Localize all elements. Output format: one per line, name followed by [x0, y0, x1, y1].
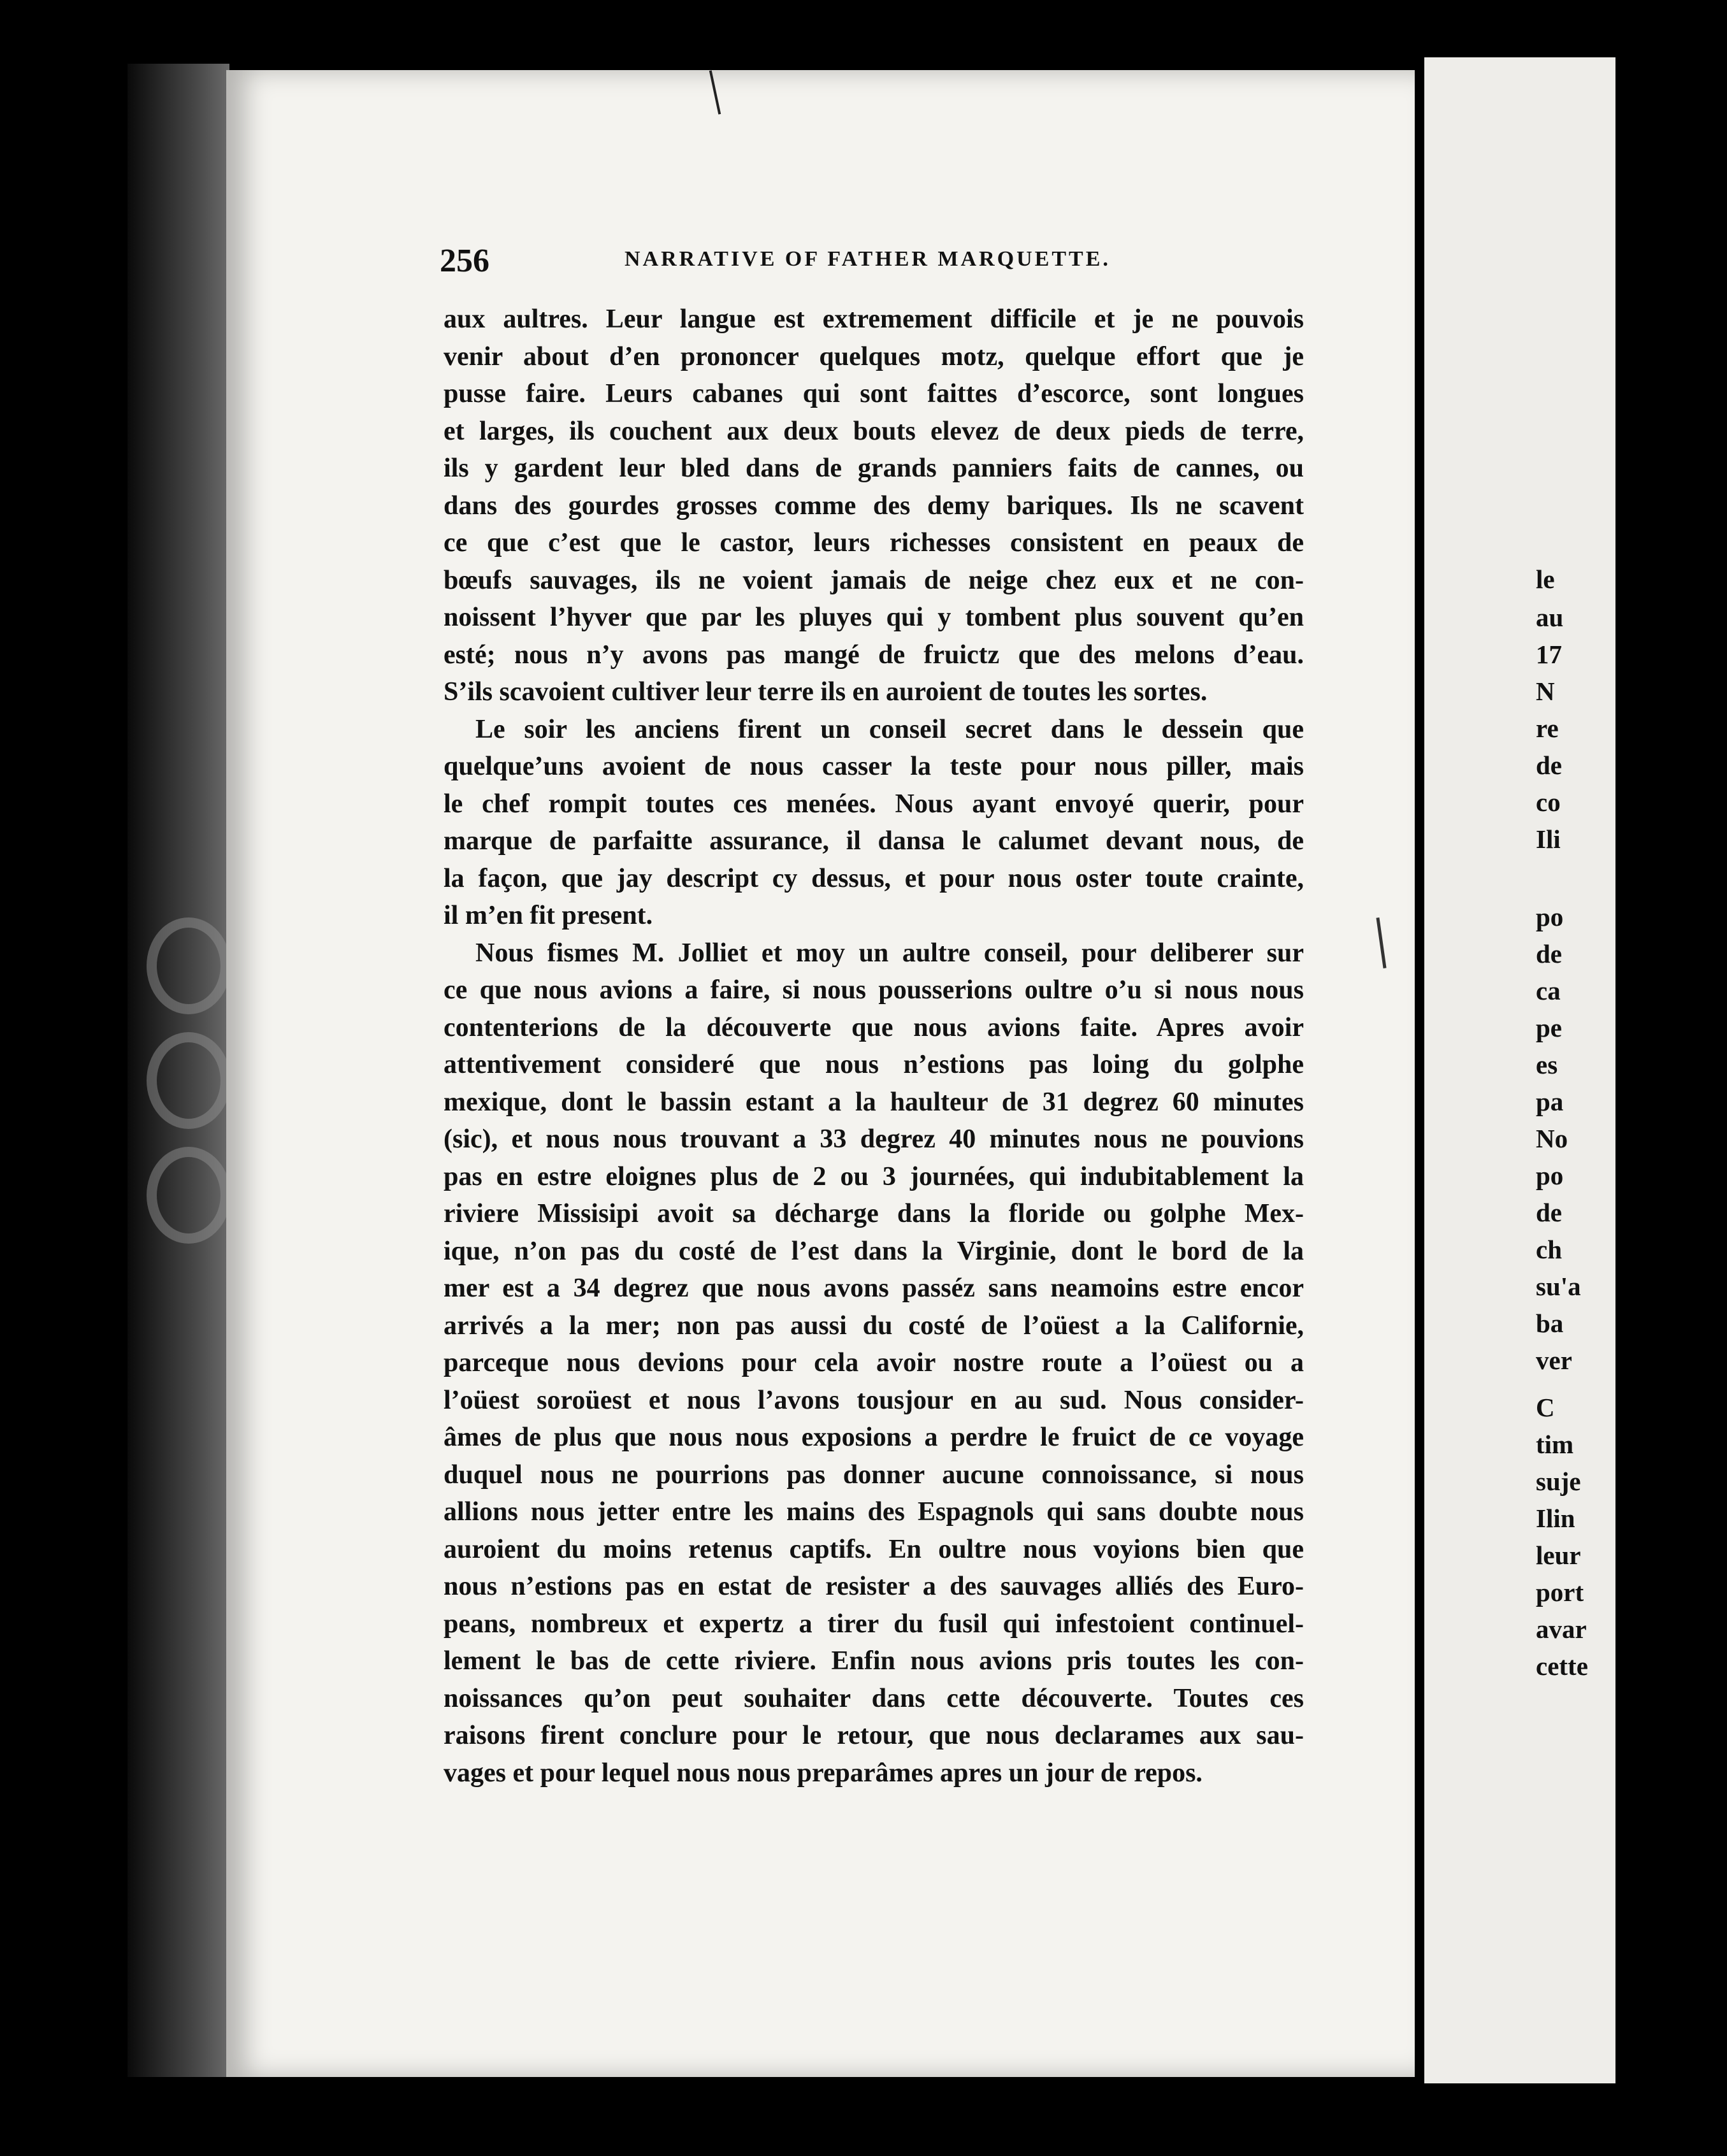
adjacent-page-fragment: suje — [1536, 1467, 1581, 1496]
adjacent-page-fragment: de — [1536, 939, 1562, 968]
adjacent-page-fragment: No — [1536, 1124, 1568, 1153]
header-title: NARRATIVE OF FATHER MARQUETTE. — [625, 247, 1111, 271]
text-line: vages et pour lequel nous nous preparâmes apres un jour de repos. — [444, 1758, 1203, 1788]
adjacent-page-fragment: pe — [1536, 1013, 1562, 1042]
adjacent-page-fragment: de — [1536, 751, 1562, 780]
text-line: ce que nous avions a faire, si nous pousserions oultre o’u si nous nous — [444, 975, 1304, 1005]
text-line: il m’en fit present. — [444, 901, 653, 930]
text-line: mer est a 34 degrez que nous avons passéz sans neamoins estre encor — [444, 1274, 1304, 1303]
adjacent-page-fragment: 17 — [1536, 640, 1562, 669]
text-line: lement le bas de cette riviere. Enfin nous avions pris toutes les con- — [444, 1646, 1304, 1676]
text-line: S’ils scavoient cultiver leur terre ils en auroient de toutes les sortes. — [444, 677, 1208, 707]
adjacent-page-fragment: Ili — [1536, 824, 1561, 854]
text-line: aux aultres. Leur langue est extremement difficile et je ne pouvois — [444, 305, 1304, 334]
text-line: mexique, dont le bassin estant a la haulteur de 31 degrez 60 minutes — [444, 1087, 1304, 1117]
body-text — [444, 301, 1304, 1792]
adjacent-page-fragment: re — [1536, 714, 1559, 743]
text-line: le chef rompit toutes ces menées. Nous ayant envoyé querir, pour — [444, 789, 1304, 819]
adjacent-page-fragment: C — [1536, 1393, 1555, 1422]
text-line: riviere Missisipi avoit sa décharge dans la floride ou golphe Mex- — [444, 1199, 1304, 1228]
text-line: contenterions de la découverte que nous avions faite. Apres avoir — [444, 1012, 1304, 1042]
adjacent-page — [1424, 57, 1615, 2083]
adjacent-page-fragment: tim — [1536, 1430, 1574, 1459]
text-line: ce que c’est que le castor, leurs richesses consistent en peaux de — [444, 528, 1304, 557]
adjacent-page-fragment: pa — [1536, 1087, 1564, 1116]
text-line: auroient du moins retenus captifs. En oultre nous voyions bien que — [444, 1534, 1304, 1564]
text-line: bœufs sauvages, ils ne voient jamais de neige chez eux et ne con- — [444, 565, 1304, 595]
text-line: âmes de plus que nous nous exposions a perdre le fruict de ce voyage — [444, 1423, 1304, 1452]
adjacent-page-fragment: ca — [1536, 976, 1561, 1005]
text-line: la façon, que jay descript cy dessus, et pour nous oster toute crainte, — [444, 863, 1304, 893]
text-line: ique, n’on pas du costé de l’est dans la Virginie, dont le bord de la — [444, 1236, 1304, 1266]
adjacent-page-fragment: ba — [1536, 1309, 1564, 1338]
text-line: marque de parfaitte assurance, il dansa le calumet devant nous, de — [444, 826, 1304, 856]
adjacent-page-fragment: es — [1536, 1050, 1558, 1079]
text-line: (sic), et nous nous trouvant a 33 degrez 40 minutes nous ne pouvions — [444, 1125, 1304, 1154]
edge-mark — [147, 1032, 231, 1129]
adjacent-page-fragment: po — [1536, 902, 1564, 931]
text-line: l’oüest soroüest et nous l’avons tousjour en au sud. Nous consider- — [444, 1385, 1304, 1415]
adjacent-page-fragment: ver — [1536, 1346, 1572, 1375]
text-line: raisons firent conclure pour le retour, que nous declarames aux sau- — [444, 1721, 1304, 1750]
running-head — [440, 242, 1332, 280]
text-line: et larges, ils couchent aux deux bouts elevez de deux pieds de terre, — [444, 416, 1304, 446]
text-line: dans des gourdes grosses comme des demy bariques. Ils ne scavent — [444, 491, 1304, 521]
text-line: Nous fismes M. Jolliet et moy un aultre conseil, pour deliberer sur — [475, 938, 1304, 968]
text-line: attentivement consideré que nous n’estions pas loing du golphe — [444, 1050, 1304, 1079]
text-line: noissances qu’on peut souhaiter dans cette découverte. Toutes ces — [444, 1683, 1304, 1713]
text-line: peans, nombreux et expertz a tirer du fusil qui infestoient continuel- — [444, 1609, 1304, 1639]
adjacent-page-fragment: N — [1536, 677, 1555, 706]
adjacent-page-fragment: ch — [1536, 1235, 1562, 1264]
text-line: quelque’uns avoient de nous casser la teste pour nous piller, mais — [444, 752, 1304, 781]
adjacent-page-fragment: avar — [1536, 1614, 1587, 1644]
adjacent-page-fragment: port — [1536, 1577, 1584, 1607]
page-number: 256 — [440, 243, 489, 279]
adjacent-page-fragment: de — [1536, 1198, 1562, 1227]
adjacent-page-fragment: Ilin — [1536, 1504, 1575, 1533]
adjacent-page-fragment: su'a — [1536, 1272, 1581, 1301]
adjacent-page-fragment: leur — [1536, 1541, 1581, 1570]
adjacent-page-fragment: le — [1536, 564, 1555, 594]
text-line: ils y gardent leur bled dans de grands panniers faits de cannes, ou — [444, 454, 1304, 483]
text-line: venir about d’en prononcer quelques motz, quelque effort que je — [444, 341, 1304, 371]
adjacent-page-fragment: po — [1536, 1161, 1564, 1190]
adjacent-page-fragment: au — [1536, 603, 1564, 632]
text-line: nous n’estions pas en estat de resister a des sauvages alliés des Euro- — [444, 1572, 1304, 1601]
text-line: pusse faire. Leurs cabanes qui sont faittes d’escorce, sont longues — [444, 379, 1304, 408]
text-line: arrivés a la mer; non pas aussi du costé de l’oüest a la Californie, — [444, 1311, 1304, 1340]
text-line: parceque nous devions pour cela avoir nostre route a l’oüest ou a — [444, 1348, 1304, 1377]
text-line: Le soir les anciens firent un conseil secret dans le dessein que — [475, 714, 1304, 744]
text-line: allions nous jetter entre les mains des Espagnols qui sans doubte nous — [444, 1497, 1304, 1527]
text-line: noissent l’hyver que par les pluyes qui y tombent plus souvent qu’en — [444, 603, 1304, 632]
edge-mark — [147, 917, 231, 1014]
adjacent-page-fragment: co — [1536, 787, 1561, 817]
edge-mark — [147, 1147, 231, 1244]
text-line: pas en estre eloignes plus de 2 ou 3 journées, qui indubitablement la — [444, 1161, 1304, 1191]
text-line: esté; nous n’y avons pas mangé de fruictz que des melons d’eau. — [444, 640, 1304, 670]
text-line: duquel nous ne pourrions pas donner aucune connoissance, si nous — [444, 1460, 1304, 1490]
adjacent-page-fragment: cette — [1536, 1651, 1588, 1681]
